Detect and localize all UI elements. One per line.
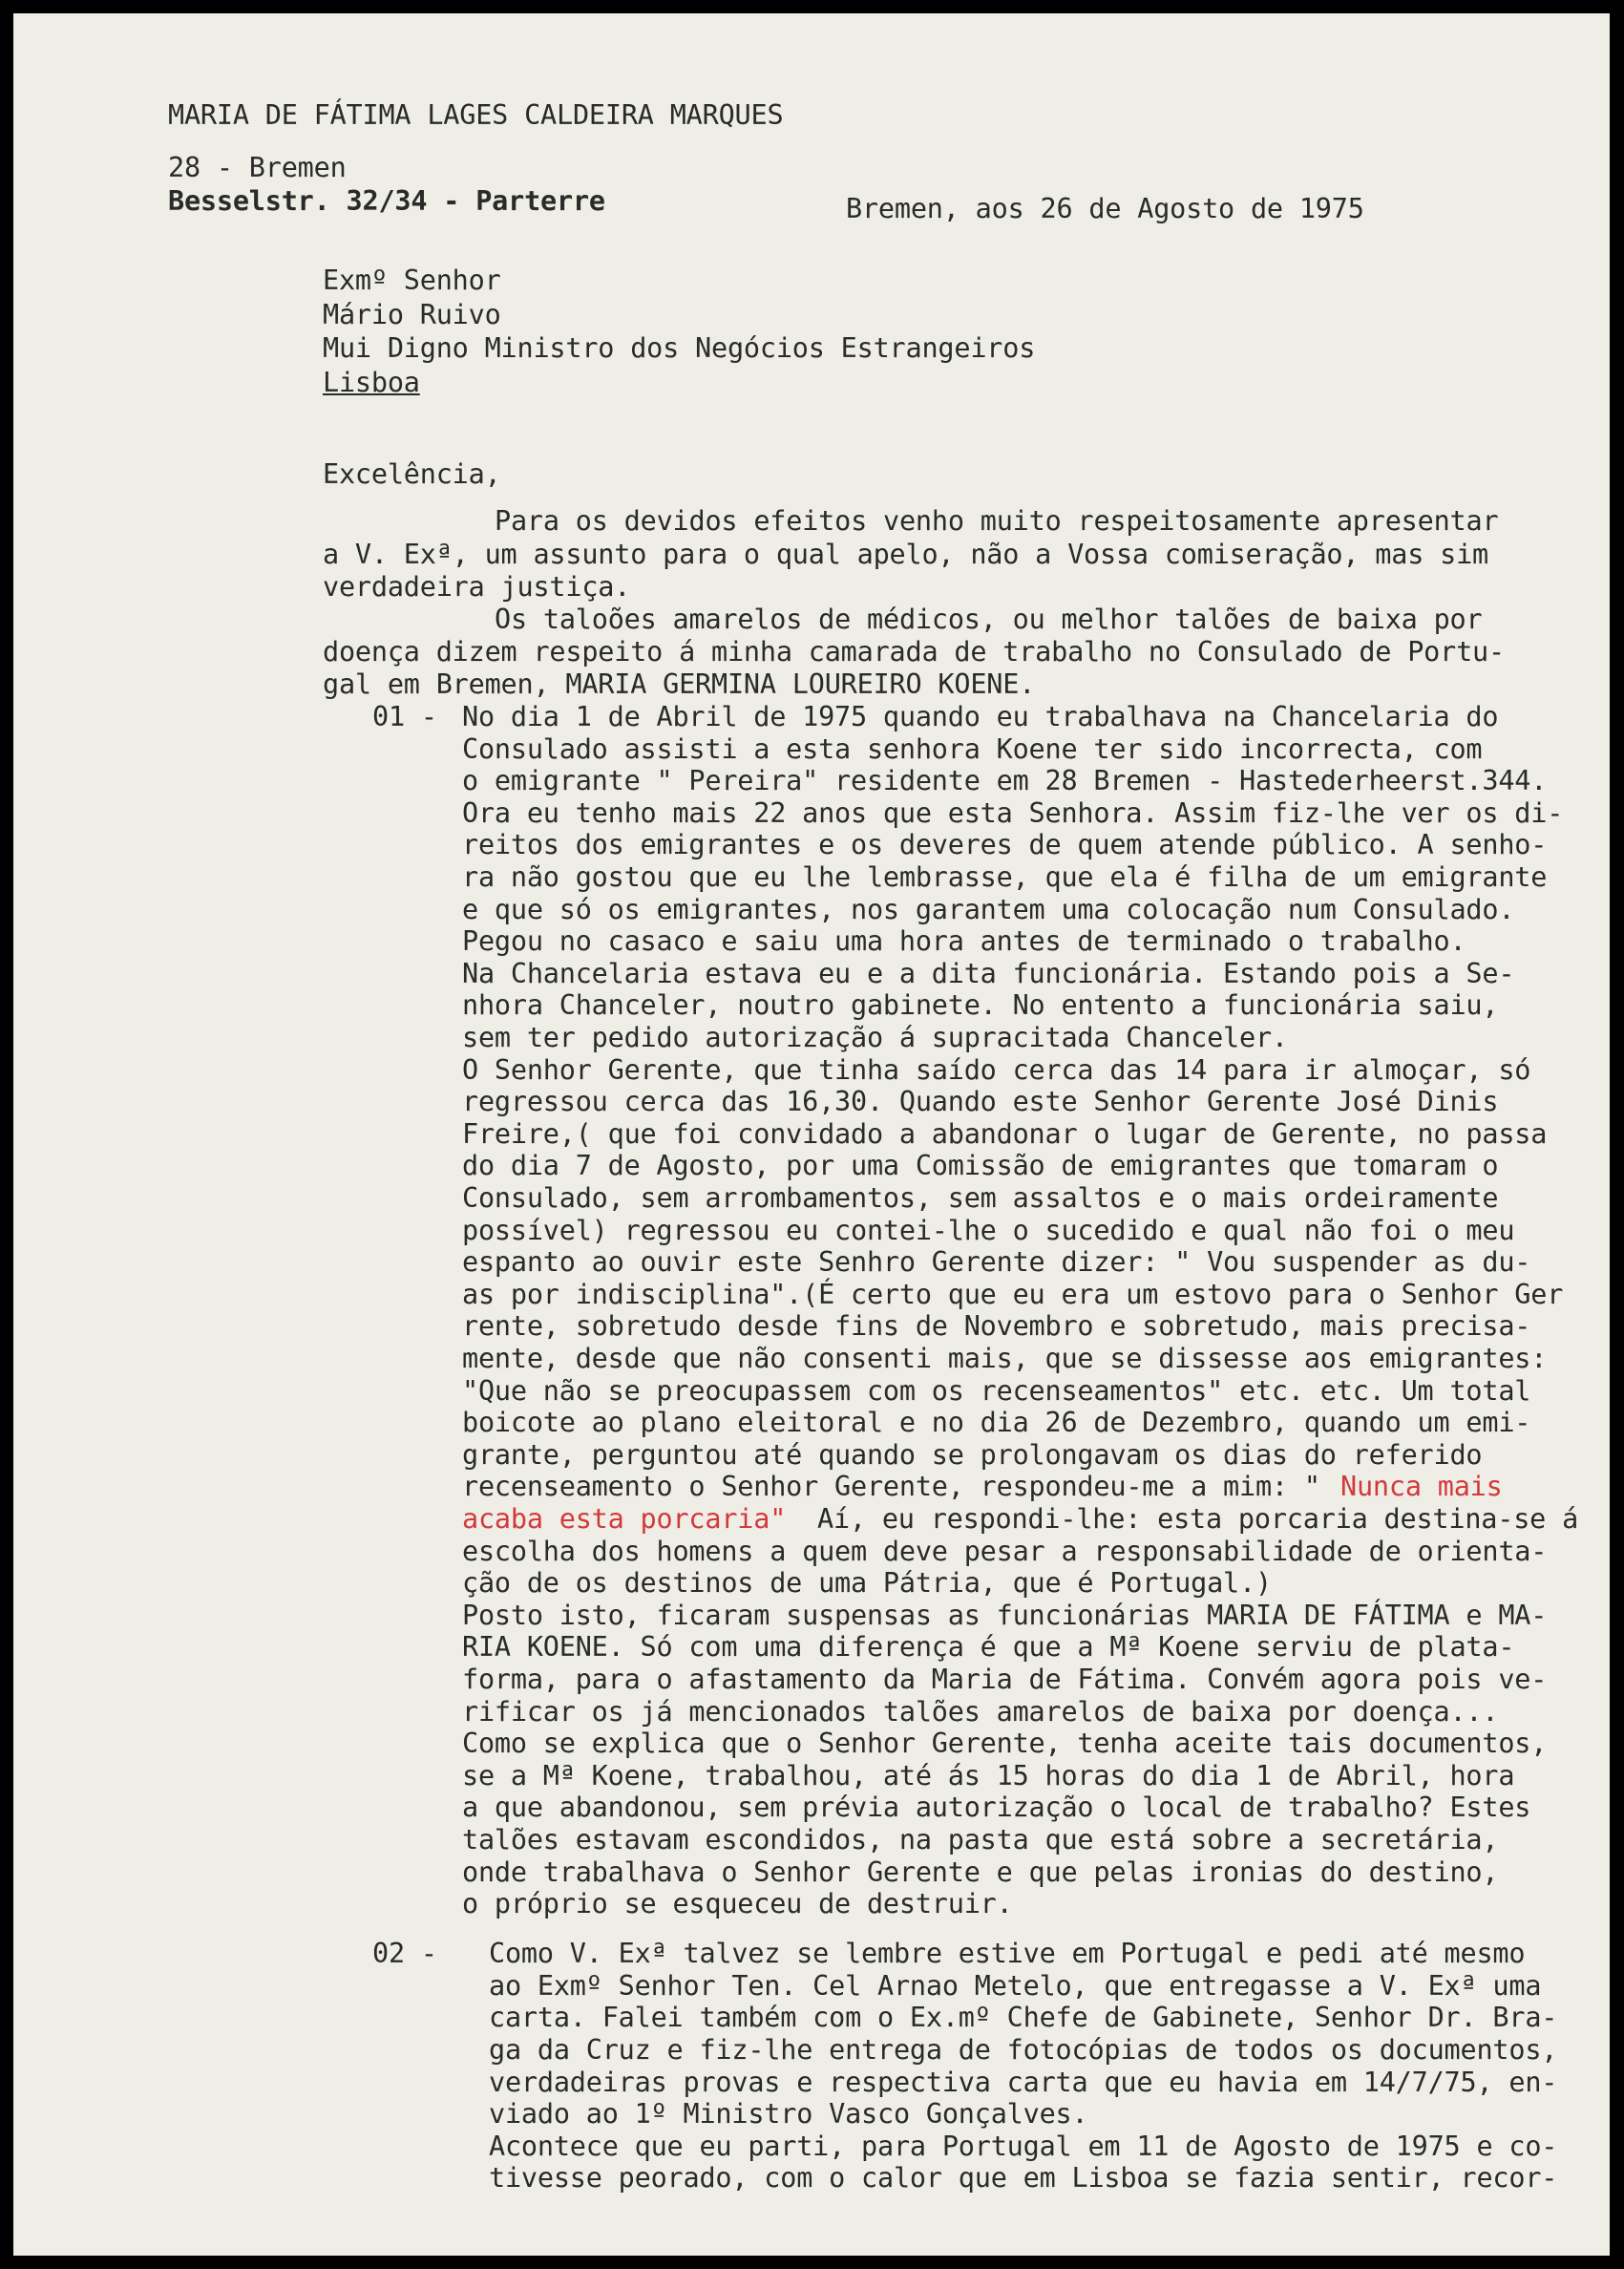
- sender-name: MARIA DE FÁTIMA LAGES CALDEIRA MARQUES: [168, 99, 784, 131]
- item1-line: RIA KOENE. Só com uma diferença é que a Mª Koene serviu de plata-: [462, 1631, 1515, 1664]
- recipient-line: Mário Ruivo: [323, 299, 501, 330]
- item1-line: espanto ao ouvir este Senhro Gerente dizer: " Vou suspender as du-: [462, 1246, 1531, 1279]
- item1-line: ra não gostou que eu lhe lembrasse, que ela é filha de um emigrante: [462, 861, 1548, 893]
- item1-line: Consulado, sem arrombamentos, sem assaltos e o mais ordeiramente: [462, 1182, 1499, 1214]
- item1-line: as por indisciplina".(É certo que eu era um estovo para o Senhor Ger: [462, 1278, 1564, 1310]
- letter-page: [13, 13, 1610, 2256]
- item1-line: o emigrante " Pereira" residente em 28 Bremen - Hastederheerst.344.: [462, 765, 1548, 797]
- intro-line: doença dizem respeito á minha camarada de trabalho no Consulado de Portu-: [323, 636, 1505, 668]
- item1-line: mente, desde que não consenti mais, que se dissesse aos emigrantes:: [462, 1343, 1548, 1374]
- item1-line: No dia 1 de Abril de 1975 quando eu trabalhava na Chancelaria do: [462, 701, 1499, 732]
- item2-line: Acontece que eu parti, para Portugal em 11 de Agosto de 1975 e co-: [489, 2130, 1558, 2162]
- item-number: 01 -: [372, 701, 437, 732]
- item1-line: Ora eu tenho mais 22 anos que esta Senhora. Assim fiz-lhe ver os di-: [462, 796, 1564, 829]
- intro-line: a V. Exª, um assunto para o qual apelo, não a Vossa comiseração, mas sim: [323, 539, 1489, 570]
- item-number: 02 -: [372, 1938, 437, 1970]
- item2-line: verdadeiras provas e respectiva carta que eu havia em 14/7/75, en-: [489, 2066, 1558, 2098]
- item1-line: "Que não se preocupassem com os recenseamentos" etc. etc. Um total: [462, 1374, 1531, 1407]
- item1-line: do dia 7 de Agosto, por uma Comissão de emigrantes que tomaram o: [462, 1150, 1499, 1182]
- item1-line: se a Mª Koene, trabalhou, até ás 15 horas do dia 1 de Abril, hora: [462, 1759, 1515, 1792]
- item1-line: regressou cerca das 16,30. Quando este Senhor Gerente José Dinis: [462, 1086, 1499, 1118]
- date-line: Bremen, aos 26 de Agosto de 1975: [846, 193, 1364, 224]
- item1-line: grante, perguntou até quando se prolongavam os dias do referido: [462, 1438, 1483, 1471]
- item1-line: Como se explica que o Senhor Gerente, tenha aceite tais documentos,: [462, 1728, 1548, 1760]
- sender-street: Besselstr. 32/34 - Parterre: [168, 185, 605, 217]
- item2-line: viado ao 1º Ministro Vasco Gonçalves.: [489, 2098, 1088, 2131]
- item1-line: Consulado assisti a esta senhora Koene ter sido incorrecta, com: [462, 732, 1483, 765]
- red-phrase: acaba esta porcaria": [462, 1503, 787, 1535]
- item1-line: a que abandonou, sem prévia autorização o local de trabalho? Estes: [462, 1792, 1531, 1824]
- item1-line: rificar os já mencionados talões amarelos de baixa por doença...: [462, 1695, 1499, 1728]
- intro-line: verdadeira justiça.: [323, 571, 631, 603]
- item1-line: boicote ao plano eleitoral e no dia 26 de Dezembro, quando um emi-: [462, 1407, 1531, 1439]
- item1-line: O Senhor Gerente, que tinha saído cerca das 14 para ir almoçar, só: [462, 1053, 1531, 1086]
- item1-line: Pegou no casaco e saiu uma hora antes de terminado o trabalho.: [462, 925, 1466, 958]
- item1-line: possível) regressou eu contei-lhe o sucedido e qual não foi o meu: [462, 1214, 1515, 1246]
- item1-line: talões estavam escondidos, na pasta que está sobre a secretária,: [462, 1824, 1499, 1855]
- item1-line: escolha dos homens a quem deve pesar a responsabilidade de orienta-: [462, 1535, 1548, 1567]
- item2-line: tivesse peorado, com o calor que em Lisboa se fazia sentir, recor-: [489, 2162, 1558, 2195]
- item1-line: Posto isto, ficaram suspensas as funcionárias MARIA DE FÁTIMA e MA-: [462, 1599, 1548, 1631]
- intro-line: Para os devidos efeitos venho muito respeitosamente apresentar: [495, 505, 1499, 537]
- item2-line: ao Exmº Senhor Ten. Cel Arnao Metelo, que entregasse a V. Exª uma: [489, 1969, 1542, 2002]
- item1-line: sem ter pedido autorização á supracitada Chanceler.: [462, 1022, 1288, 1053]
- item2-line: Como V. Exª talvez se lembre estive em Portugal e pedi até mesmo: [489, 1938, 1526, 1970]
- red-phrase: Nunca mais: [1340, 1471, 1503, 1503]
- item1-line: ção de os destinos de uma Pátria, que é Portugal.): [462, 1567, 1272, 1600]
- item1-line: Na Chancelaria estava eu e a dita funcionária. Estando pois a Se-: [462, 957, 1515, 989]
- recipient-line: Exmº Senhor: [323, 265, 501, 296]
- intro-line: gal em Bremen, MARIA GERMINA LOUREIRO KOENE.: [323, 668, 1036, 700]
- item1-line: nhora Chanceler, noutro gabinete. No entento a funcionária saiu,: [462, 989, 1499, 1022]
- item1-line: reitos dos emigrantes e os deveres de quem atende público. A senho-: [462, 829, 1548, 861]
- item1-line: forma, para o afastamento da Maria de Fátima. Convém agora pois ve-: [462, 1664, 1548, 1695]
- item2-line: carta. Falei também com o Ex.mº Chefe de Gabinete, Senhor Dr. Bra-: [489, 2002, 1558, 2034]
- recipient-city: Lisboa: [323, 367, 420, 398]
- item1-line: rente, sobretudo desde fins de Novembro e sobretudo, mais precisa-: [462, 1310, 1531, 1343]
- item1-line: recenseamento o Senhor Gerente, respondeu-me a mim: ": [462, 1471, 1337, 1503]
- intro-line: Os taloões amarelos de médicos, ou melhor talões de baixa por: [495, 604, 1483, 635]
- item1-line: o próprio se esqueceu de destruir.: [462, 1888, 1013, 1920]
- item1-line: Aí, eu respondi-lhe: esta porcaria destina-se á: [817, 1503, 1579, 1535]
- item1-line: e que só os emigrantes, nos garantem uma colocação num Consulado.: [462, 893, 1515, 925]
- sender-city: 28 - Bremen: [168, 152, 347, 183]
- item1-line: onde trabalhava o Senhor Gerente e que pelas ironias do destino,: [462, 1855, 1499, 1888]
- item2-line: ga da Cruz e fiz-lhe entrega de fotocópias de todos os documentos,: [489, 2034, 1558, 2067]
- item1-line: Freire,( que foi convidado a abandonar o lugar de Gerente, no passa: [462, 1117, 1548, 1150]
- recipient-line: Mui Digno Ministro dos Negócios Estrangeiros: [323, 332, 1036, 364]
- salutation: Excelência,: [323, 458, 501, 490]
